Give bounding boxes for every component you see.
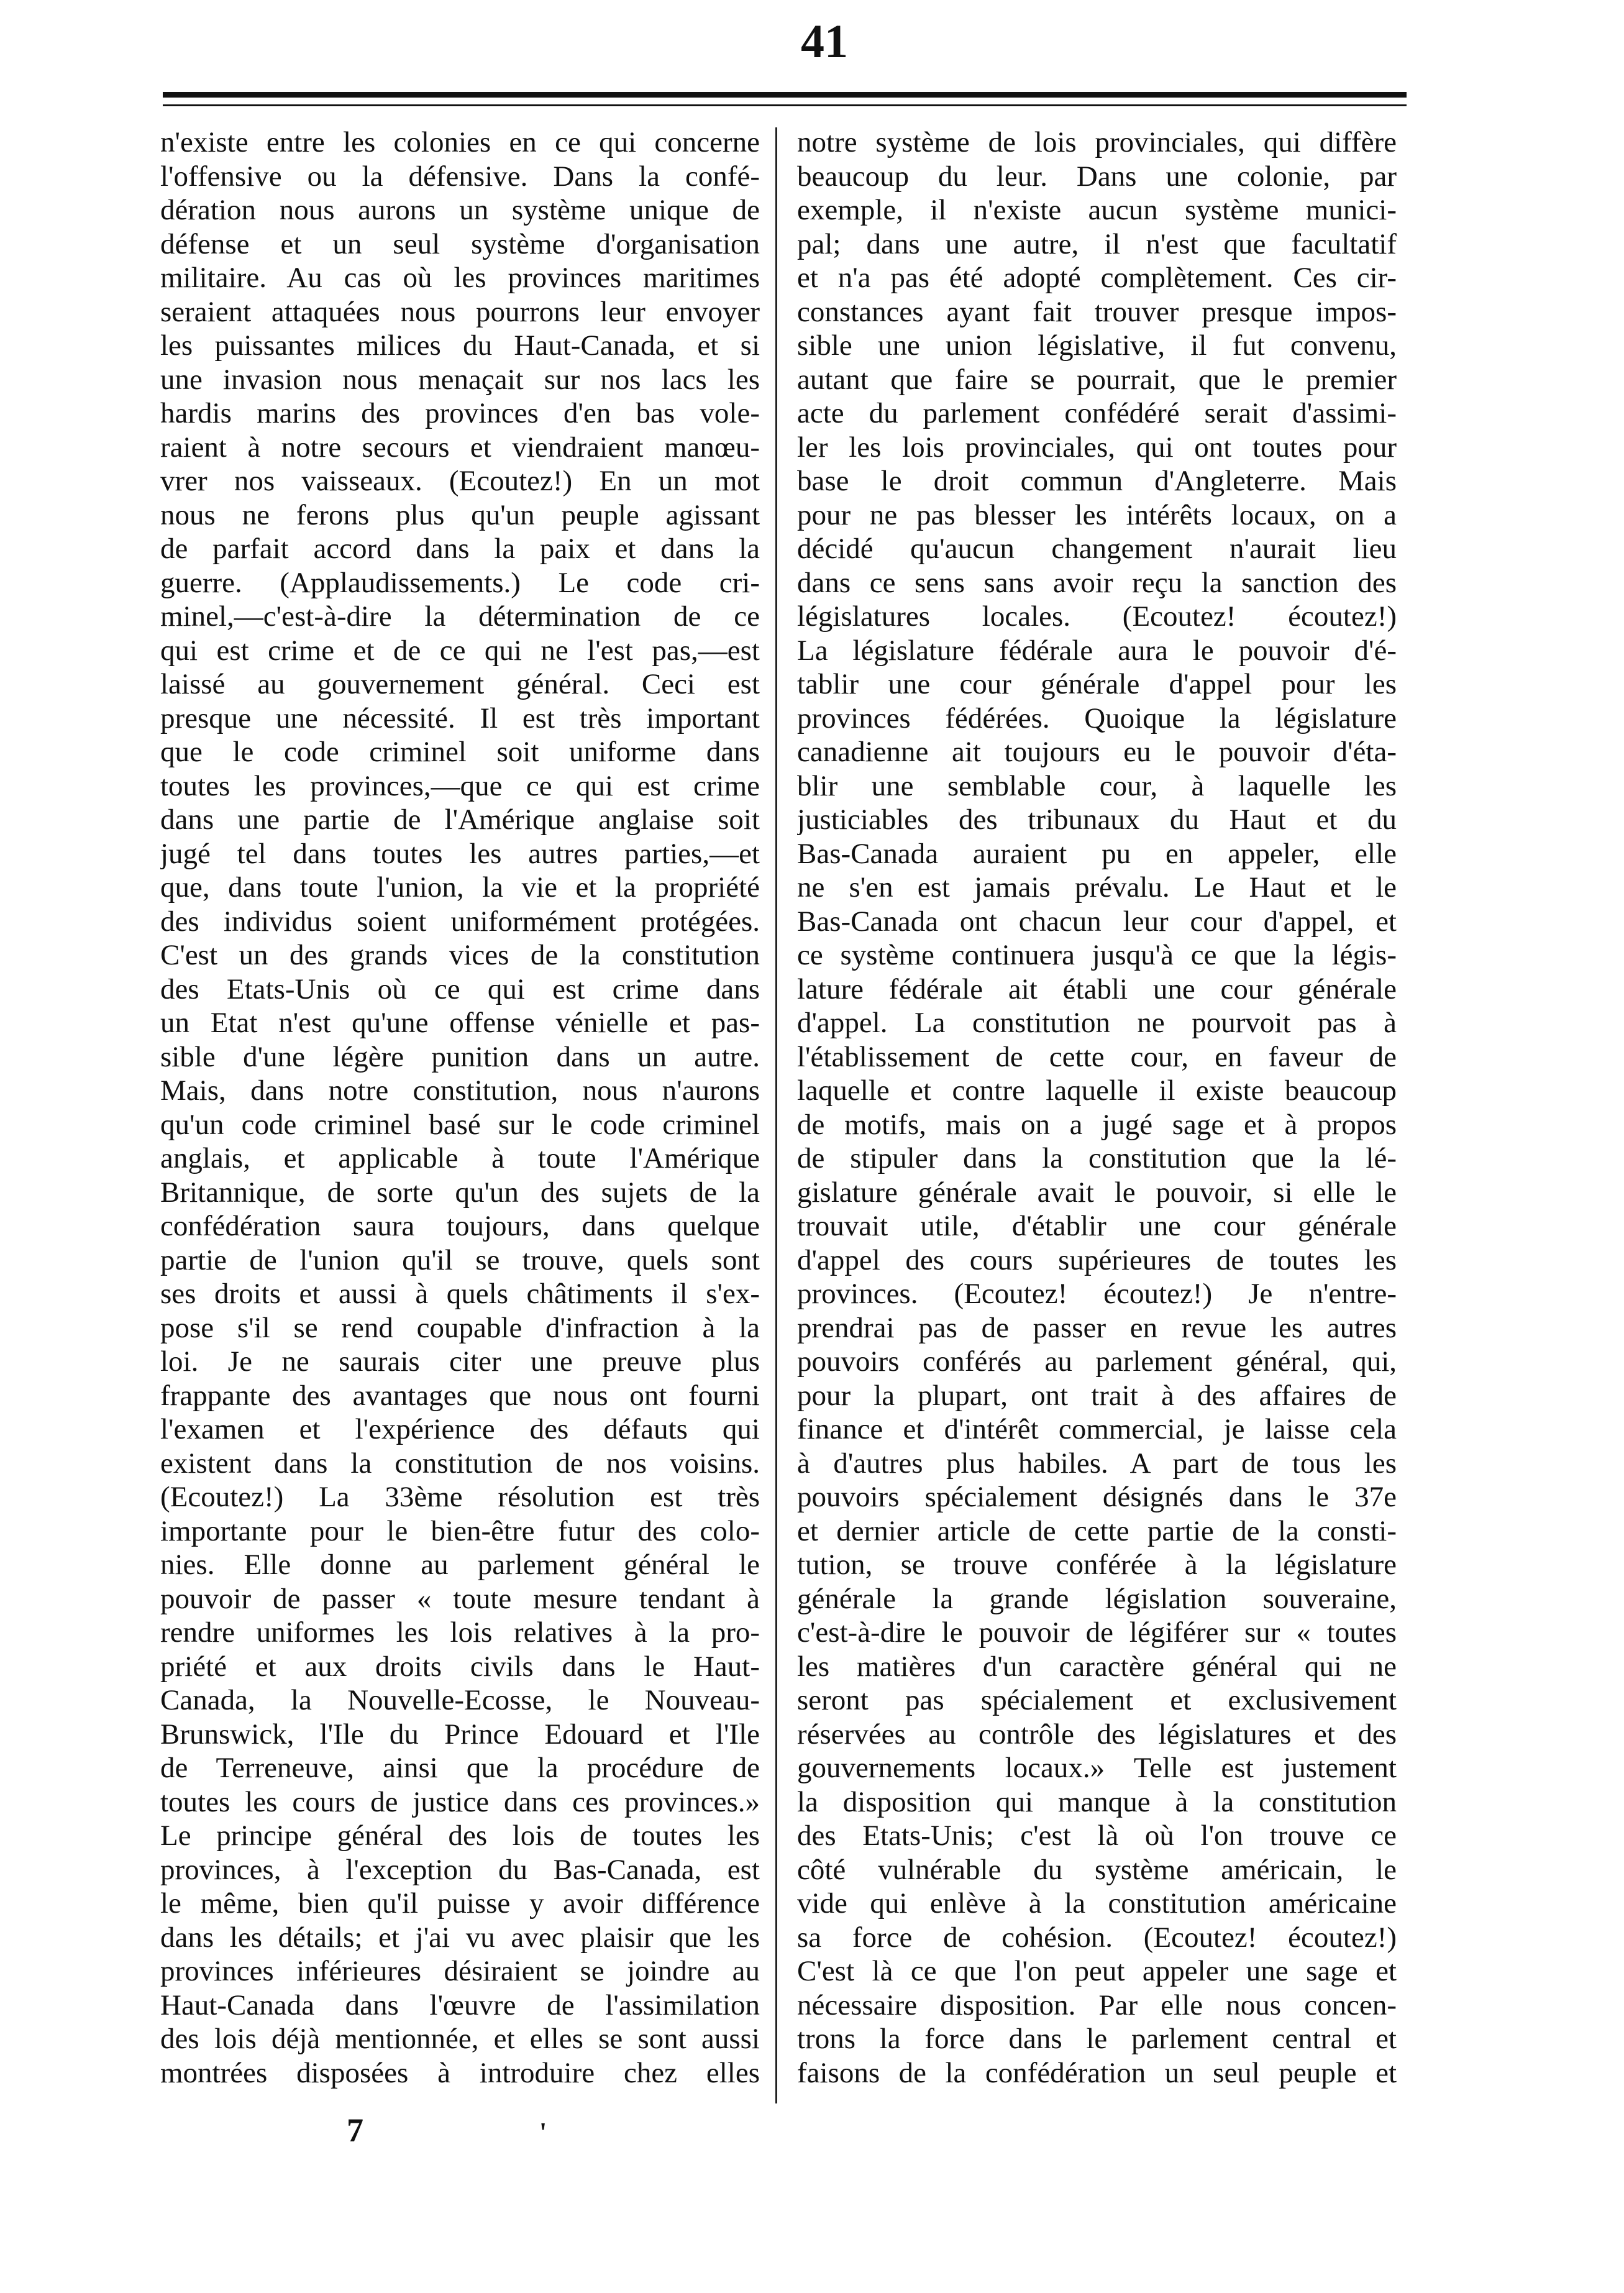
text-line: et n'a pas été adopté complètement. Ces cir-: [797, 262, 1397, 294]
text-line: provinces fédérées. Quoique la législature: [797, 702, 1397, 735]
text-line: importante pour le bien-être futur des colo-: [160, 1514, 760, 1547]
text-line: des individus soient uniformément protégées.: [160, 905, 760, 938]
text-line: frappante des avantages que nous ont fourni: [160, 1379, 760, 1412]
text-line: acte du parlement confédéré serait d'assimi-: [797, 397, 1397, 429]
text-line: toutes les cours de justice dans ces provinces.»: [160, 1785, 760, 1818]
text-line: finance et d'intérêt commercial, je laisse cela: [797, 1413, 1397, 1445]
text-line: pouvoirs spécialement désignés dans le 37e: [797, 1481, 1397, 1513]
text-line: gislature générale avait le pouvoir, si elle le: [797, 1176, 1397, 1209]
text-line: décidé qu'aucun changement n'aurait lieu: [797, 533, 1397, 565]
text-line: confédération saura toujours, dans quelque: [160, 1210, 760, 1242]
text-line: provinces, à l'exception du Bas-Canada, est: [160, 1853, 760, 1886]
text-line: militaire. Au cas où les provinces maritimes: [160, 262, 760, 294]
text-line: loi. Je ne saurais citer une preuve plus: [160, 1345, 760, 1378]
text-line: Mais, dans notre constitution, nous n'aurons: [160, 1074, 760, 1107]
text-line: ler les lois provinciales, qui ont toutes pour: [797, 431, 1397, 464]
text-line: presque une nécessité. Il est très important: [160, 702, 760, 735]
text-line: sible une union législative, il fut convenu,: [797, 329, 1397, 362]
text-line: côté vulnérable du système américain, le: [797, 1853, 1397, 1886]
right-text-column: [797, 126, 1397, 2114]
text-line: et dernier article de cette partie de la consti-: [797, 1514, 1397, 1547]
text-line: tution, se trouve conférée à la législature: [797, 1549, 1397, 1581]
text-line: notre système de lois provinciales, qui diffère: [797, 126, 1397, 158]
text-line: dans une partie de l'Amérique anglaise soit: [160, 803, 760, 836]
text-line: trons la force dans le parlement central et: [797, 2023, 1397, 2055]
text-line: n'existe entre les colonies en ce qui concerne: [160, 126, 760, 158]
signature-mark: 7: [347, 2112, 363, 2149]
text-line: vide qui enlève à la constitution américaine: [797, 1887, 1397, 1920]
text-line: dans les détails; et j'ai vu avec plaisir que les: [160, 1921, 760, 1954]
text-line: nécessaire disposition. Par elle nous concen-: [797, 1989, 1397, 2021]
text-line: l'examen et l'expérience des défauts qui: [160, 1413, 760, 1445]
text-line: rendre uniformes les lois relatives à la pro-: [160, 1616, 760, 1649]
text-line: de parfait accord dans la paix et dans la: [160, 533, 760, 565]
text-line: ses droits et aussi à quels châtiments il s'ex-: [160, 1278, 760, 1310]
header-rule-thin: [163, 104, 1407, 106]
text-line: canadienne ait toujours eu le pouvoir d'éta-: [797, 736, 1397, 768]
text-line: l'offensive ou la défensive. Dans la confé-: [160, 160, 760, 193]
text-line: Haut-Canada dans l'œuvre de l'assimilation: [160, 1989, 760, 2021]
text-line: dération nous aurons un système unique de: [160, 194, 760, 226]
text-line: qu'un code criminel basé sur le code criminel: [160, 1108, 760, 1141]
text-line: base le droit commun d'Angleterre. Mais: [797, 465, 1397, 497]
text-line: des Etats-Unis; c'est là où l'on trouve ce: [797, 1819, 1397, 1852]
text-line: de Terreneuve, ainsi que la procédure de: [160, 1752, 760, 1784]
text-line: hardis marins des provinces d'en bas vole-: [160, 397, 760, 429]
text-line: un Etat n'est qu'une offense vénielle et pas-: [160, 1007, 760, 1039]
header-rule-thick: [163, 92, 1407, 98]
text-line: trouvait utile, d'établir une cour générale: [797, 1210, 1397, 1242]
text-line: sible d'une légère punition dans un autre.: [160, 1040, 760, 1073]
text-line: la disposition qui manque à la constitution: [797, 1785, 1397, 1818]
text-line: raient à notre secours et viendraient manœu-: [160, 431, 760, 464]
text-line: constances ayant fait trouver presque impos-: [797, 295, 1397, 328]
text-line: générale la grande législation souveraine,: [797, 1582, 1397, 1615]
left-text-column: [160, 126, 760, 2114]
text-line: de stipuler dans la constitution que la lé-: [797, 1142, 1397, 1174]
text-line: dans ce sens sans avoir reçu la sanction des: [797, 566, 1397, 599]
text-line: La législature fédérale aura le pouvoir d'é-: [797, 634, 1397, 667]
text-line: le même, bien qu'il puisse y avoir différence: [160, 1887, 760, 1920]
text-line: Canada, la Nouvelle-Ecosse, le Nouveau-: [160, 1684, 760, 1716]
text-line: minel,—c'est-à-dire la détermination de ce: [160, 600, 760, 633]
text-line: existent dans la constitution de nos voisins.: [160, 1447, 760, 1480]
text-line: exemple, il n'existe aucun système munici-: [797, 194, 1397, 226]
text-line: législatures locales. (Ecoutez! écoutez!): [797, 600, 1397, 633]
text-line: Le principe général des lois de toutes les: [160, 1819, 760, 1852]
text-line: pour la plupart, ont trait à des affaires de: [797, 1379, 1397, 1412]
text-line: anglais, et applicable à toute l'Amérique: [160, 1142, 760, 1174]
text-line: C'est là ce que l'on peut appeler une sage et: [797, 1955, 1397, 1987]
text-line: nous ne ferons plus qu'un peuple agissant: [160, 498, 760, 531]
text-line: de motifs, mais on a jugé sage et à propos: [797, 1108, 1397, 1141]
text-line: Bas-Canada auraient pu en appeler, elle: [797, 837, 1397, 870]
text-line: c'est-à-dire le pouvoir de légiférer sur « toutes: [797, 1616, 1397, 1649]
text-line: jugé tel dans toutes les autres parties,—et: [160, 837, 760, 870]
text-line: autant que faire se pourrait, que le premier: [797, 363, 1397, 396]
text-line: C'est un des grands vices de la constitution: [160, 939, 760, 971]
text-line: une invasion nous menaçait sur nos lacs les: [160, 363, 760, 396]
text-line: d'appel. La constitution ne pourvoit pas à: [797, 1007, 1397, 1039]
text-line: qui est crime et de ce qui ne l'est pas,—est: [160, 634, 760, 667]
text-line: vrer nos vaisseaux. (Ecoutez!) En un mot: [160, 465, 760, 497]
text-line: provinces. (Ecoutez! écoutez!) Je n'entre-: [797, 1278, 1397, 1310]
text-line: les matières d'un caractère général qui ne: [797, 1650, 1397, 1683]
text-line: seront pas spécialement et exclusivement: [797, 1684, 1397, 1716]
text-line: laissé au gouvernement général. Ceci est: [160, 668, 760, 700]
text-line: faisons de la confédération un seul peuple et: [797, 2056, 1397, 2089]
text-line: justiciables des tribunaux du Haut et du: [797, 803, 1397, 836]
text-line: pal; dans une autre, il n'est que facultatif: [797, 227, 1397, 260]
text-line: pouvoir de passer « toute mesure tendant à: [160, 1582, 760, 1615]
text-line: ce système continuera jusqu'à ce que la légis-: [797, 939, 1397, 971]
text-line: Britannique, de sorte qu'un des sujets de la: [160, 1176, 760, 1209]
text-line: partie de l'union qu'il se trouve, quels sont: [160, 1243, 760, 1276]
text-line: d'appel des cours supérieures de toutes les: [797, 1243, 1397, 1276]
signature-dot: ': [539, 2117, 547, 2148]
text-line: provinces inférieures désiraient se joindre au: [160, 1955, 760, 1987]
text-line: nies. Elle donne au parlement général le: [160, 1549, 760, 1581]
text-line: prendrai pas de passer en revue les autres: [797, 1311, 1397, 1344]
text-line: gouvernements locaux.» Telle est justement: [797, 1752, 1397, 1784]
text-line: l'établissement de cette cour, en faveur de: [797, 1040, 1397, 1073]
text-line: réservées au contrôle des législatures et des: [797, 1718, 1397, 1751]
text-line: Bas-Canada ont chacun leur cour d'appel, et: [797, 905, 1397, 938]
text-line: guerre. (Applaudissements.) Le code cri-: [160, 566, 760, 599]
text-line: ne s'en est jamais prévalu. Le Haut et le: [797, 871, 1397, 904]
text-line: lature fédérale ait établi une cour générale: [797, 973, 1397, 1005]
text-line: pose s'il se rend coupable d'infraction à la: [160, 1311, 760, 1344]
text-line: tablir une cour générale d'appel pour les: [797, 668, 1397, 700]
text-line: (Ecoutez!) La 33ème résolution est très: [160, 1481, 760, 1513]
text-line: toutes les provinces,—que ce qui est crime: [160, 769, 760, 802]
text-line: beaucoup du leur. Dans une colonie, par: [797, 160, 1397, 193]
text-line: blir une semblable cour, à laquelle les: [797, 769, 1397, 802]
text-line: à d'autres plus habiles. A part de tous les: [797, 1447, 1397, 1480]
text-line: que, dans toute l'union, la vie et la propriété: [160, 871, 760, 904]
text-line: les puissantes milices du Haut-Canada, et si: [160, 329, 760, 362]
text-line: des Etats-Unis où ce qui est crime dans: [160, 973, 760, 1005]
text-line: pouvoirs conférés au parlement général, qui,: [797, 1345, 1397, 1378]
text-line: Brunswick, l'Ile du Prince Edouard et l'Ile: [160, 1718, 760, 1751]
text-line: seraient attaquées nous pourrons leur envoyer: [160, 295, 760, 328]
text-line: des lois déjà mentionnée, et elles se sont aussi: [160, 2023, 760, 2055]
text-line: laquelle et contre laquelle il existe beaucoup: [797, 1074, 1397, 1107]
text-line: sa force de cohésion. (Ecoutez! écoutez!): [797, 1921, 1397, 1954]
text-line: priété et aux droits civils dans le Haut-: [160, 1650, 760, 1683]
page-number: 41: [801, 16, 848, 68]
text-line: pour ne pas blesser les intérêts locaux, on a: [797, 498, 1397, 531]
text-line: défense et un seul système d'organisation: [160, 227, 760, 260]
column-divider: [775, 127, 777, 2103]
text-line: montrées disposées à introduire chez elles: [160, 2056, 760, 2089]
text-line: que le code criminel soit uniforme dans: [160, 736, 760, 768]
